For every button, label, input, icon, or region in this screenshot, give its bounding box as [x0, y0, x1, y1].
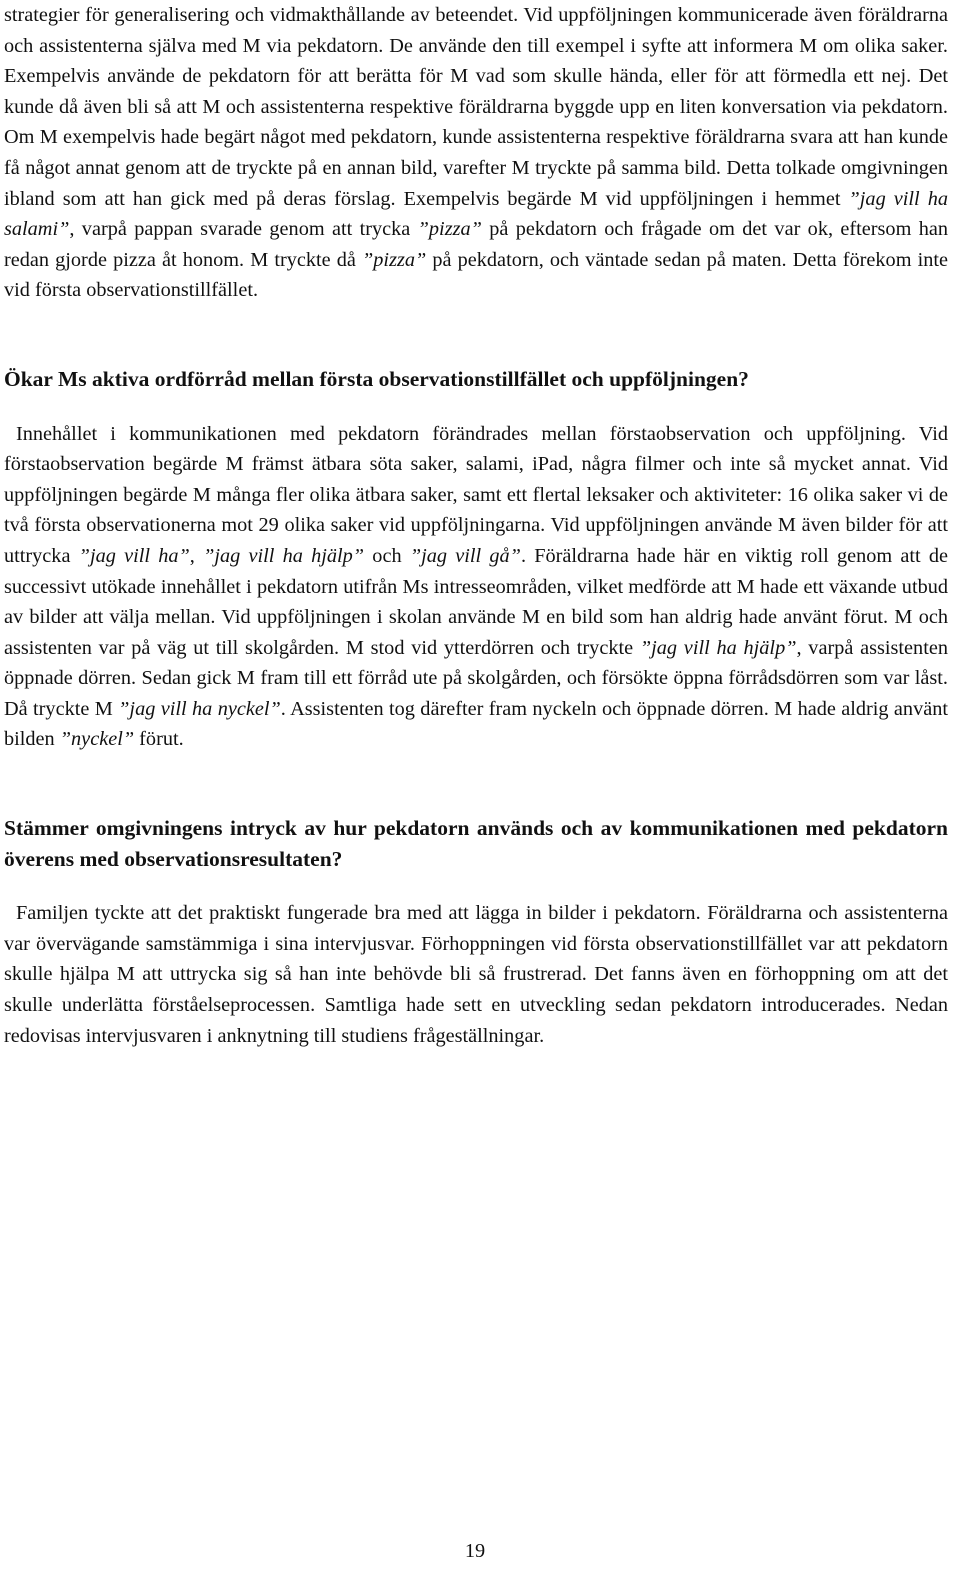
quote-nyckel: ”nyckel” [59, 728, 135, 751]
section-heading-vocabulary: Ökar Ms aktiva ordförråd mellan första observationstillfället och uppföljningen? [4, 366, 749, 391]
text-run: . Assistenten tog därefter fram nyckeln och öppnade dörren. M hade aldrig använt bilden [4, 697, 948, 751]
text-run: på pekdatorn, och väntade sedan på maten. Detta förekom inte vid första observationstillfället. [4, 248, 948, 302]
text-run: . Föräldrarna hade här en viktig roll genom att de successivt utökade innehållet i pekdatorn utifrån Ms intresseområden, vilket medförde att M hade ett växande utbud av bilder att välja mellan. Vid uppföljningen i skolan använde M en bild som han aldrig hade använt förut. M och assistenten var på väg ut till skolgården. M stod vid ytterdörren och tryckte [4, 544, 948, 659]
text-run: Innehållet i kommunikationen med pekdatorn förändrades mellan förstaobservation och uppföljning. Vid förstaobservation begärde M främst ätbara söta saker, salami, iPad, några filmer och inte så mycket annat. Vid uppföljningen begärde M många fler olika ätbara saker, samt ett flertal leksaker och aktiviteter: 16 olika saker vi de två första observationerna mot 29 olika saker vid uppföljningarna. Vid uppföljningen använde M även bilder för att uttrycka [4, 422, 948, 567]
text-run: , [189, 544, 204, 567]
quote-jag-vill-ga: ”jag vill gå” [409, 544, 521, 567]
paragraph-vocabulary [4, 419, 948, 756]
quote-jag-vill-ha-hjalp: ”jag vill ha hjälp” [639, 636, 797, 659]
text-run: på pekdatorn och frågade om det var ok, eftersom han redan gjorde pizza åt honom. M tryckte då [4, 218, 948, 271]
section-heading-perception: Stämmer omgivningens intryck av hur pekdatorn används och av kommunikationen med pekdatorn överens med observationsresultaten? [4, 816, 948, 871]
paragraph-family-interviews: Familjen tyckte att det praktiskt fungerade bra med att lägga in bilder i pekdatorn. Föräldrarna och assistenterna var övervägande samstämmiga i sina intervjusvar. Förhoppningen vid första observationstillfället var att pekdatorn skulle hjälpa M att uttrycka sig så han inte behövde bli så frustrerad. Det fanns även en förhoppning om att det skulle underlätta förståelseprocessen. Samtliga hade sett en utveckling sedan pekdatorn introducerades. Nedan redovisas intervjusvaren i anknytning till studiens frågeställningar. [4, 902, 948, 1047]
text-run: strategier för generalisering och vidmakthållande av beteendet. Vid uppföljningen kommunicerade även föräldrarna och assistenterna själva med M via pekdatorn. De använde den till exempel i syfte att informera M om olika saker. Exempelvis använde de pekdatorn för att berätta för M vad som skulle hända, eller för att förmedla ett nej. Det kunde då även bli så att M och assistenterna respektive föräldrarna byggde upp en liten konversation via pekdatorn. Om M exempelvis hade begärt något med pekdatorn, kunde assistenterna respektive föräldrarna svara att han kunde få något annat genom att de tryckte på en annan bild, varefter M tryckte på samma bild. Detta tolkade omgivningen ibland som att han gick med på deras förslag. Exempelvis begärde M vid uppföljningen i hemmet [4, 4, 948, 210]
text-run: , varpå assistenten öppnade dörren. Sedan gick M fram till ett förråd ute på skolgården, och försökte öppna förrådsdörren som var låst. Då tryckte M [4, 636, 948, 720]
quote-jag-vill-ha-salami: ”jag vill ha salami” [4, 187, 948, 241]
quote-pizza: ”pizza” [362, 248, 427, 271]
text-run: , varpå pappan svarade genom att trycka [69, 218, 418, 241]
page-number: 19 [464, 1540, 486, 1562]
quote-pizza: ”pizza” [417, 218, 482, 241]
quote-jag-vill-ha: ”jag vill ha” [78, 544, 190, 567]
quote-jag-vill-ha-nyckel: ”jag vill ha nyckel” [118, 697, 281, 720]
text-run: förut. [134, 728, 184, 751]
paragraph-observation-followup [4, 0, 948, 306]
quote-jag-vill-ha-hjalp: ”jag vill ha hjälp” [203, 544, 365, 567]
document-page [4, 0, 948, 1051]
text-run: och [364, 544, 410, 567]
